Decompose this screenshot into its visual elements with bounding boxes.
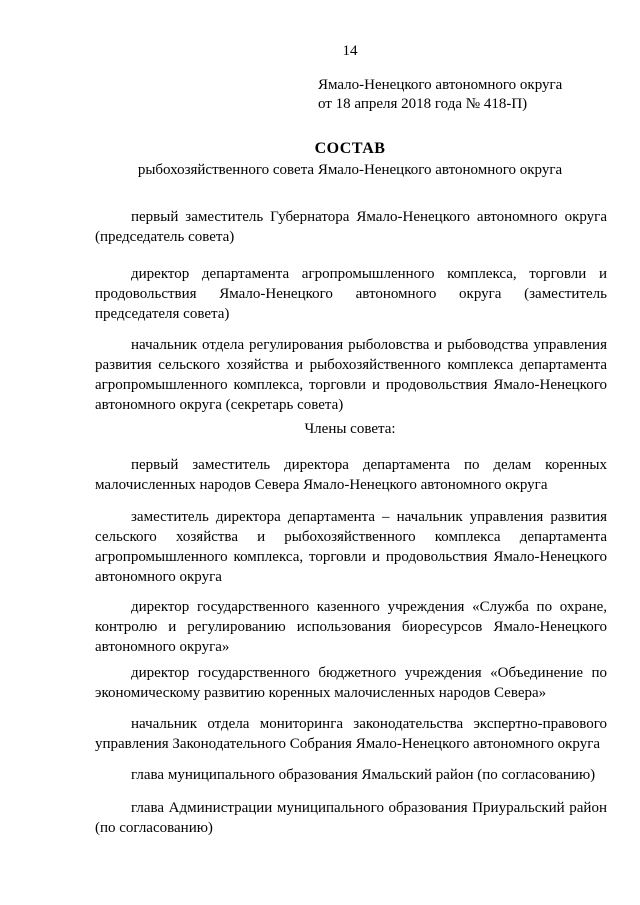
member-entry: начальник отдела мониторинга законодательства экспертно-правового управления Законодательного Собрания Ямало-Ненецкого автономного округа [95,716,607,752]
member-entry: заместитель директора департамента – начальник управления развития сельского хозяйства и рыбохозяйственного комплекса департамента агропромышленного комплекса, торговли и продовольствия Ямало-Ненецкого автономного округа [95,509,607,585]
document-subtitle: рыбохозяйственного совета Ямало-Ненецкого автономного округа [137,162,563,178]
header-line-2: от 18 апреля 2018 года № 418-П) [318,96,528,112]
secretary-entry: начальник отдела регулирования рыболовства и рыбоводства управления развития сельского хозяйства и рыбохозяйственного комплекса департамента агропромышленного комплекса, торговли и продовольствия Ямало-Ненецкого автономного округа (секретарь совета) [95,337,607,413]
member-entry: первый заместитель директора департамента по делам коренных малочисленных народов Севера Ямало-Ненецкого автономного округа [95,457,607,493]
member-entry: глава муниципального образования Ямальский район (по согласованию) [131,767,596,783]
member-entry: директор государственного казенного учреждения «Служба по охране, контролю и регулированию использования биоресурсов Ямало-Ненецкого автономного округа» [95,599,607,655]
deputy-chair-entry: директор департамента агропромышленного комплекса, торговли и продовольствия Ямало-Ненецкого автономного округа (заместитель председателя совета) [95,266,607,322]
member-entry: директор государственного бюджетного учреждения «Объединение по экономическому развитию коренных малочисленных народов Севера» [95,665,607,701]
members-heading: Члены совета: [304,421,396,437]
member-entry: глава Администрации муниципального образования Приуральский район (по согласованию) [95,800,607,836]
chair-entry: первый заместитель Губернатора Ямало-Ненецкого автономного округа (председатель совета) [95,209,607,245]
page-number: 14 [342,43,358,59]
document-title: СОСТАВ [314,140,386,157]
header-line-1: Ямало-Ненецкого автономного округа [318,77,563,93]
